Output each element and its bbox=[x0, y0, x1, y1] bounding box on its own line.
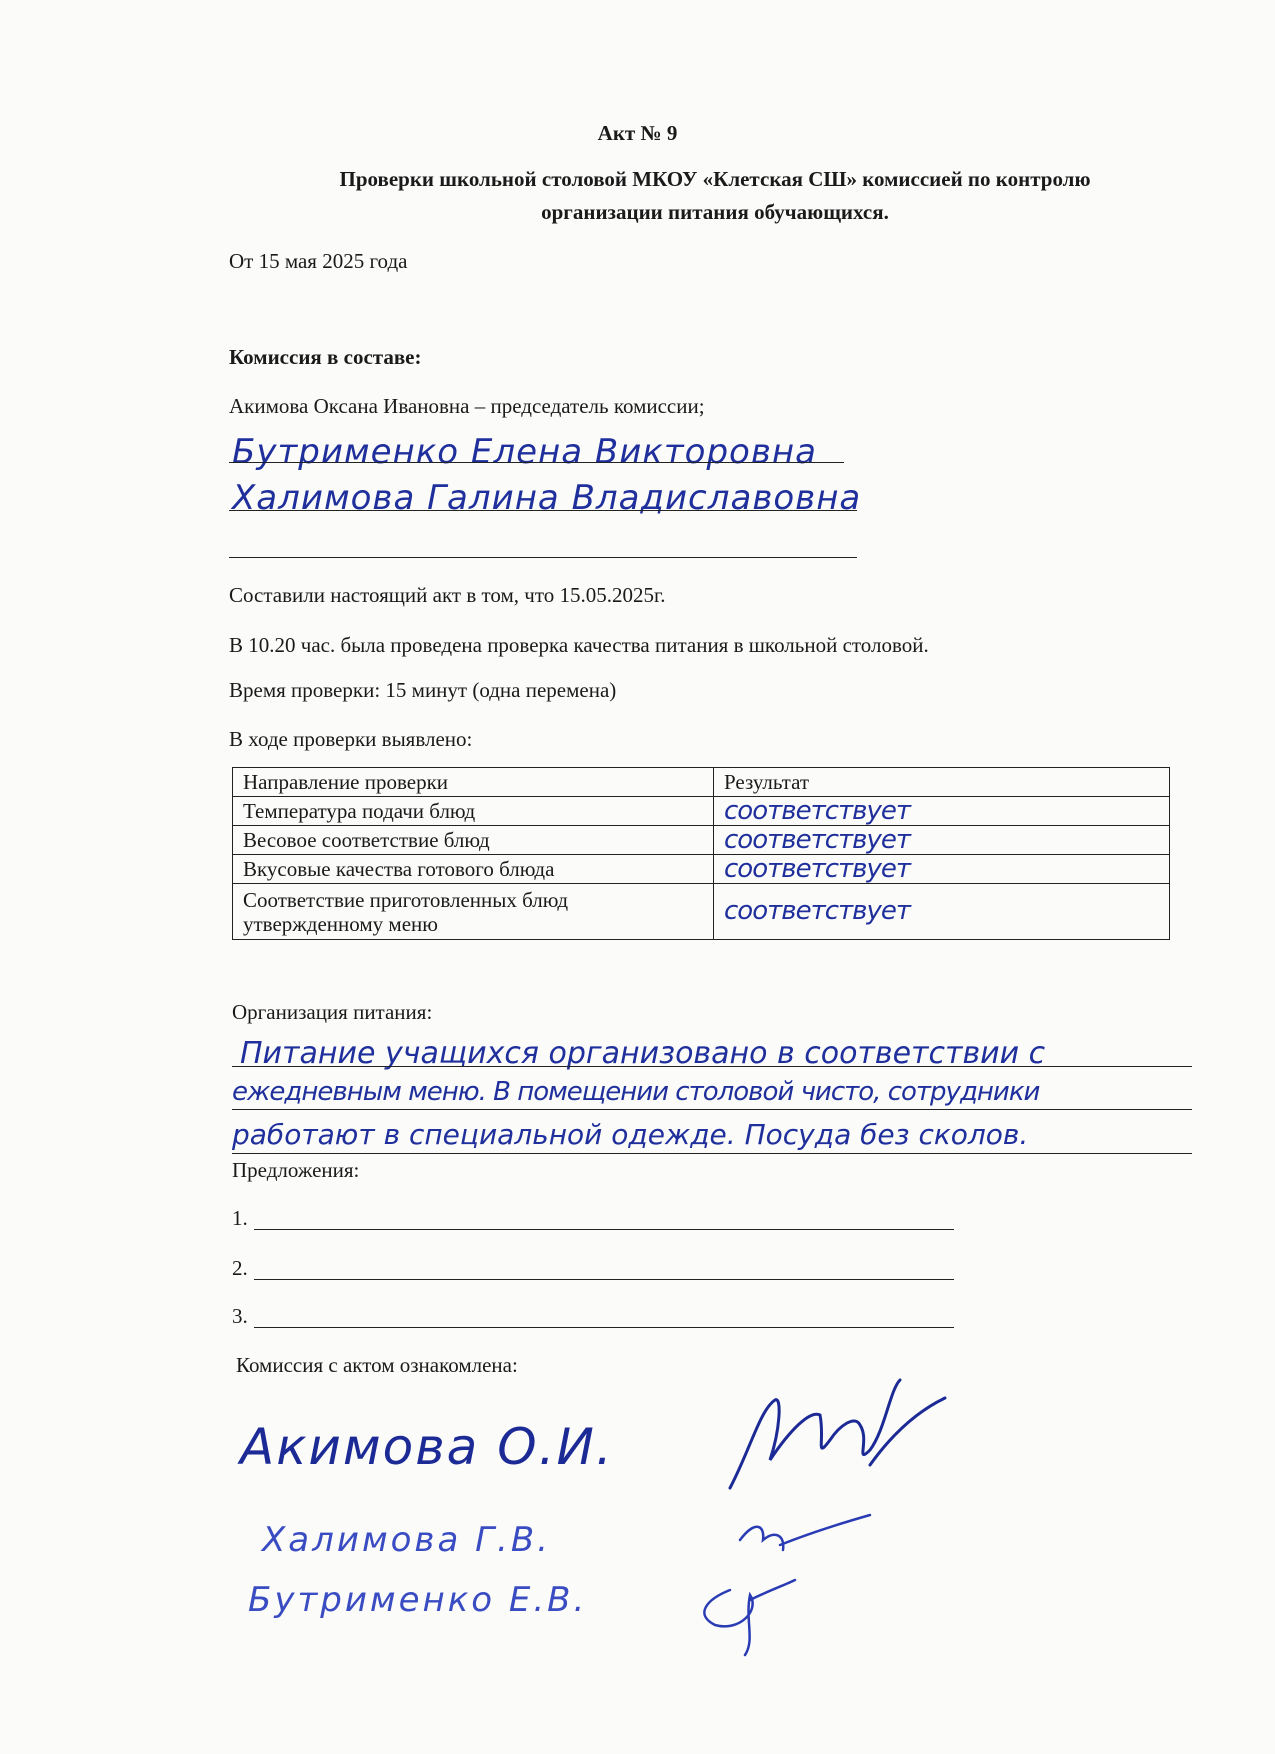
proposal-2-line bbox=[254, 1279, 954, 1280]
member3-line bbox=[229, 557, 857, 558]
table-row bbox=[233, 826, 1170, 855]
acquainted-label: Комиссия с актом ознакомлена: bbox=[236, 1353, 518, 1377]
handwritten-result: соответствует bbox=[724, 795, 911, 826]
signer1-handwritten-name: Акимова О.И. bbox=[240, 1418, 614, 1476]
table-cell-item-line2: утвержденному меню bbox=[243, 911, 438, 936]
table-cell-item bbox=[233, 884, 714, 940]
signature-2-mark bbox=[735, 1500, 875, 1560]
proposal-3-line bbox=[254, 1327, 954, 1328]
handwritten-result: соответствует bbox=[724, 896, 911, 926]
table-header-result: Результат bbox=[714, 768, 1170, 797]
act-subtitle-line1: Проверки школьной столовой МКОУ «Клетская СШ» комиссией по контролю bbox=[339, 167, 1091, 191]
commission-member2-handwritten: Халимова Галина Владиславовна bbox=[232, 478, 862, 518]
body-line2: В 10.20 час. была проведена проверка качества питания в школьной столовой. bbox=[229, 633, 929, 657]
act-date: От 15 мая 2025 года bbox=[229, 249, 408, 273]
table-cell-result bbox=[714, 884, 1170, 940]
table-row bbox=[233, 855, 1170, 884]
commission-chair: Акимова Оксана Ивановна – председатель комиссии; bbox=[229, 394, 705, 418]
proposal-1-number: 1. bbox=[232, 1206, 248, 1230]
organization-hw-line1: Питание учащихся организовано в соответствии с bbox=[240, 1036, 1046, 1071]
act-title: Акт № 9 bbox=[597, 121, 678, 145]
signature-1-mark bbox=[720, 1370, 950, 1500]
member2-line bbox=[229, 510, 857, 511]
signer3-handwritten-name: Бутрименко Е.В. bbox=[248, 1580, 588, 1620]
handwritten-result: соответствует bbox=[724, 824, 911, 855]
table-cell-item: Вкусовые качества готового блюда bbox=[233, 855, 714, 884]
proposals-heading: Предложения: bbox=[232, 1158, 360, 1182]
organization-heading: Организация питания: bbox=[232, 1000, 433, 1024]
signature-3-mark bbox=[690, 1570, 800, 1660]
proposal-1-line bbox=[254, 1229, 954, 1230]
inspection-table bbox=[232, 767, 1170, 940]
table-row bbox=[233, 797, 1170, 826]
body-line1: Составили настоящий акт в том, что 15.05.2025г. bbox=[229, 583, 666, 607]
organization-line3 bbox=[232, 1153, 1192, 1154]
table-cell-item: Температура подачи блюд bbox=[233, 797, 714, 826]
organization-line1 bbox=[232, 1066, 1192, 1067]
table-header-direction: Направление проверки bbox=[233, 768, 714, 797]
member1-line bbox=[229, 462, 844, 463]
table-cell-result bbox=[714, 826, 1170, 855]
organization-line2 bbox=[232, 1109, 1192, 1110]
table-header-row bbox=[233, 768, 1170, 797]
proposal-2-number: 2. bbox=[232, 1256, 248, 1280]
table-cell-item: Весовое соответствие блюд bbox=[233, 826, 714, 855]
body-line4: В ходе проверки выявлено: bbox=[229, 727, 473, 751]
organization-hw-line2: ежедневным меню. В помещении столовой чисто, сотрудники bbox=[232, 1077, 1040, 1107]
proposal-3-number: 3. bbox=[232, 1304, 248, 1328]
table-cell-item-line1: Соответствие приготовленных блюд bbox=[243, 887, 569, 912]
handwritten-result: соответствует bbox=[724, 853, 911, 884]
table-cell-result bbox=[714, 797, 1170, 826]
act-subtitle-line2: организации питания обучающихся. bbox=[541, 200, 889, 224]
organization-hw-line3: работают в специальной одежде. Посуда без сколов. bbox=[232, 1118, 1029, 1151]
commission-heading: Комиссия в составе: bbox=[229, 345, 422, 369]
table-cell-result bbox=[714, 855, 1170, 884]
signer2-handwritten-name: Халимова Г.В. bbox=[262, 1520, 551, 1560]
table-row bbox=[233, 884, 1170, 940]
commission-member1-handwritten: Бутрименко Елена Викторовна bbox=[232, 432, 817, 472]
body-line3: Время проверки: 15 минут (одна перемена) bbox=[229, 678, 617, 702]
